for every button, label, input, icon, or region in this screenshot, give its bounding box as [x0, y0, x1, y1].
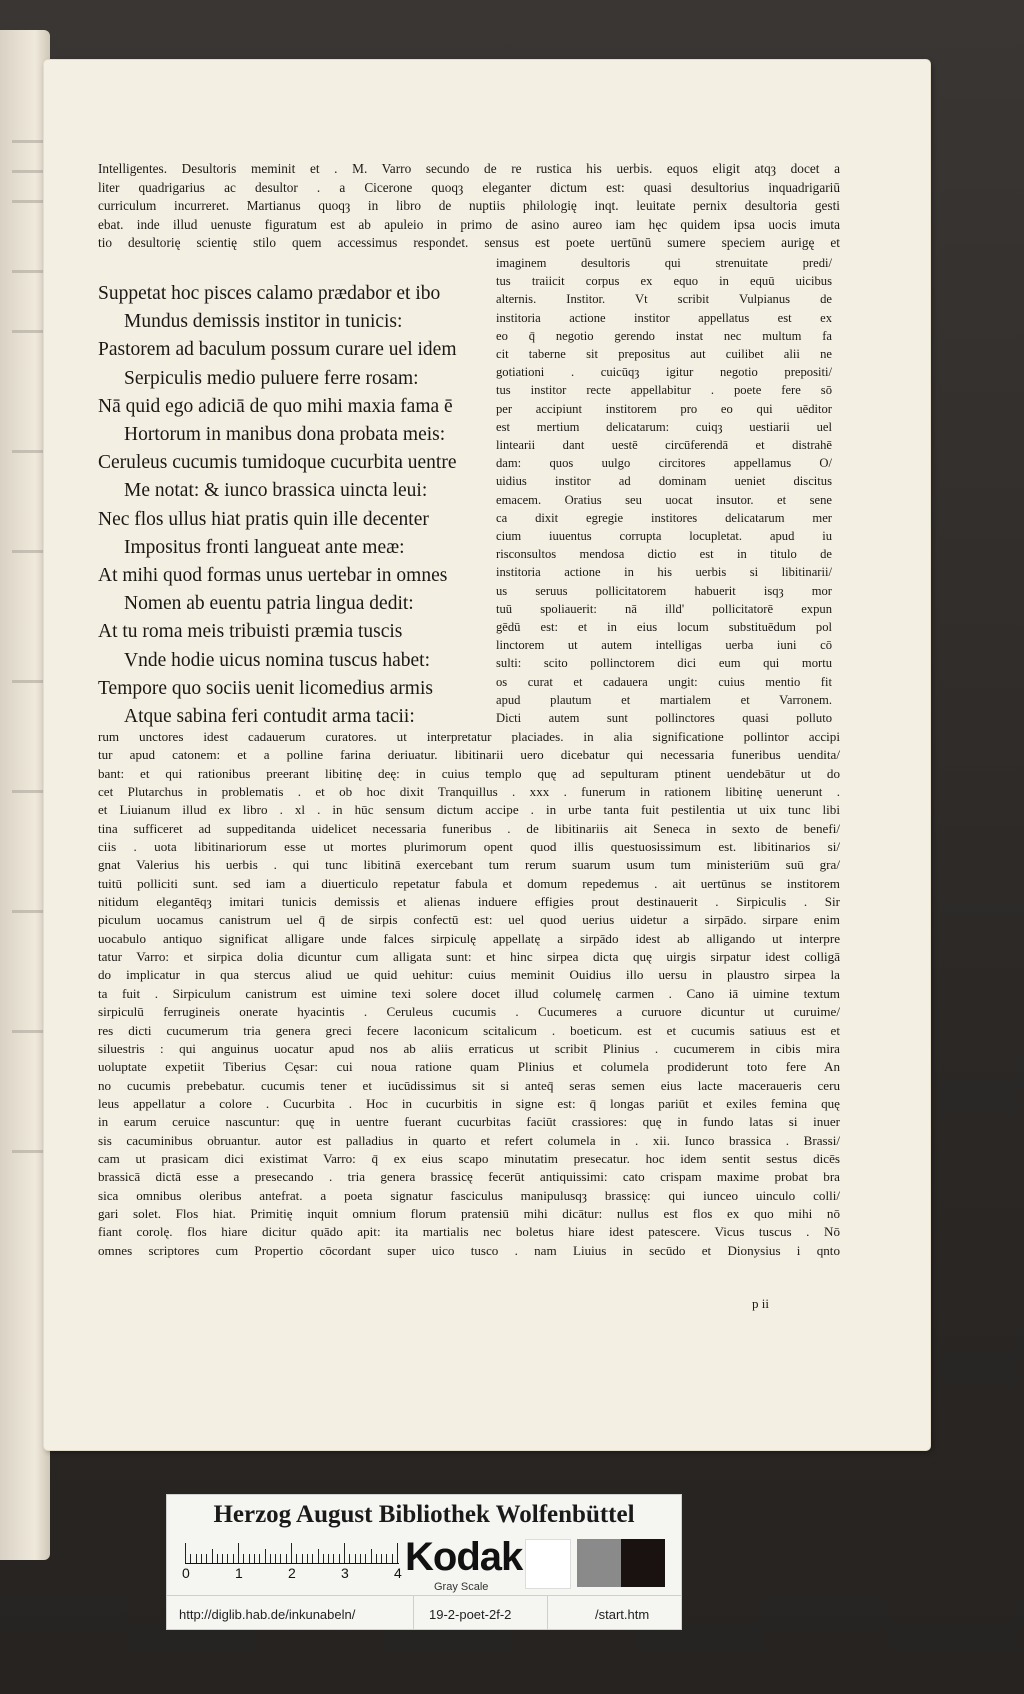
ruler-tick — [371, 1549, 372, 1563]
ghost-text-line — [12, 450, 44, 453]
text-line: siluestris : qui anguinus uocatur apud nos ab aliis erraticus ut scribit Plinius . cucumerem in cibis mira — [98, 1040, 840, 1056]
text-line: ta fuit . Sirpiculum canistrum est uimine texi solere docet illud columelę carmen . Cano iā uimine textum — [98, 985, 840, 1001]
ruler-tick — [360, 1554, 361, 1563]
ruler-number: 1 — [235, 1565, 243, 1581]
poem-verse: Pastorem ad baculum possum curare uel idem — [98, 339, 457, 361]
ruler-tick — [217, 1554, 218, 1563]
signature-mark: p ii — [752, 1296, 769, 1311]
text-line: no cucumis prebebatur. cucumis tener et iucūdissimus sit si anteq̄ seras semen eius lacte maceraueris ceru — [98, 1077, 840, 1093]
ruler-tick — [328, 1554, 329, 1563]
ghost-text-line — [12, 790, 44, 793]
poem-verse: Me notat: & iunco brassica uincta leui: — [124, 480, 428, 502]
poem-verse: Nomen ab euentu patria lingua dedit: — [124, 593, 414, 615]
ruler-tick — [227, 1554, 228, 1563]
library-name: Herzog August Bibliothek Wolfenbüttel — [213, 1501, 635, 1528]
facing-page-edge — [0, 30, 50, 1560]
text-line: uocabulo antiquo significat alligare unde falces sirpiculę appellatę a sirpādo idest ab alligando ut interpre — [98, 930, 840, 946]
shelfmark: 19-2-poet-2f-2 — [429, 1607, 512, 1622]
ruler-tick — [196, 1554, 197, 1563]
text-line: et Liuianum illud ex libro . xl . in hūc sensum dictum accipe . in urbe tanta fuit pestilentia ut uix tunc libi — [98, 802, 840, 818]
text-line: omnes scriptores cum Propertio cōcordant super uico tusco . nam Liuius in secūdo et Dionysius i qnto — [98, 1242, 840, 1258]
commentary-line: lintearii dant uestē circūferendā et distrahē — [496, 438, 832, 453]
text-line: liter quadrigarius ac desultor . a Cicerone quoqȝ eleganter dictum est: quasi desultorius inquadrigariū — [98, 179, 840, 195]
text-line: Intelligentes. Desultoris meminit et . M. Varro secundo de re rustica his uerbis. equos eligit atqȝ docet a — [98, 161, 840, 176]
commentary-line: gotiationi . cuicūqȝ igitur negotio prepositi/ — [496, 365, 832, 380]
commentary-line: est mertium delicatarum: cuiqȝ uestiarii uel — [496, 419, 832, 434]
commentary-line: apud plautum et martialem et Varronem. — [496, 692, 832, 707]
ghost-text-line — [12, 170, 44, 173]
commentary-line: cium iuuentus corrupta locupletat. apud iu — [496, 529, 832, 544]
ruler-tick — [275, 1554, 276, 1563]
commentary-line: per accipiunt institorem pro eo qui uēditor — [496, 401, 832, 416]
poem-verse: Tempore quo sociis uenit licomedius armis — [98, 677, 433, 699]
ruler-tick — [206, 1554, 207, 1563]
ruler-tick — [344, 1543, 345, 1563]
text-line: ciis . uota libitinariorum esse ut mortes plurimorum opent quod illis questuosissimum est. libitinarios si/ — [98, 839, 840, 855]
text-line: sis cacuminibus obruantur. autor est palladius in quarto et refert columela in . xii. Iunco brassica . Brassi/ — [98, 1132, 840, 1148]
ruler-tick — [280, 1554, 281, 1563]
divider — [547, 1595, 548, 1629]
ruler-tick — [381, 1554, 382, 1563]
ruler-tick — [185, 1543, 186, 1563]
ruler-tick — [355, 1554, 356, 1563]
ruler-tick — [286, 1554, 287, 1563]
text-line: tio desultorię scientię stilo quem accessimus respondet. sensus est poete uertūnū sumere speciem aurigę et — [98, 235, 840, 251]
black-patch — [621, 1539, 665, 1587]
poem-verse: Nec flos ullus hiat pratis quin ille decenter — [98, 508, 429, 530]
commentary-line: tus traiicit corpus ex equo in equū uicibus — [496, 274, 832, 289]
commentary-line: alternis. Institor. Vt scribit Vulpianus de — [496, 292, 832, 307]
text-line: bant: et qui rationibus preerant libitinę deę: in cuius templo quę ad sepulturam ptinent uendebātur ut do — [98, 765, 840, 781]
text-line: brassicā dictā esse a presecando . tria genera brassicę fecerūt antiquissimi: cato crispam maxime probat bra — [98, 1169, 840, 1185]
text-line: tur apud catonem: et a polline farina deriuatur. libitinarii uero dicebatur qui necessaria funeribus uendita/ — [98, 747, 840, 763]
ruler-tick — [307, 1554, 308, 1563]
ruler-tick — [386, 1554, 387, 1563]
text-line: rum unctores idest cadauerum curatores. ut interpretatur placiades. in alia significatione pollintor accipi — [98, 729, 840, 744]
start-link: /start.htm — [595, 1607, 650, 1622]
ruler-tick — [339, 1554, 340, 1563]
ghost-text-line — [12, 1030, 44, 1033]
ruler-tick — [302, 1554, 303, 1563]
ghost-text-line — [12, 140, 44, 143]
ghost-text-line — [12, 270, 44, 273]
ruler-numbers — [182, 1565, 402, 1585]
ruler-tick — [291, 1543, 292, 1563]
poem-verse: Vnde hodie uicus nomina tuscus habet: — [124, 649, 430, 671]
ruler-tick — [259, 1554, 260, 1563]
ruler-number: 2 — [288, 1565, 296, 1581]
commentary-line: dam: quos uulgo circitores appellamus O/ — [496, 456, 832, 471]
ruler-tick — [323, 1554, 324, 1563]
ruler-number: 0 — [182, 1565, 190, 1581]
commentary-line: uidius institor ad dominam ueniet discitus — [496, 474, 832, 489]
commentary-line: risconsultos mendosa dictio est in titulo de — [496, 547, 832, 562]
text-line: piculum uocamus canistrum uel q̄ de sirpis confectū est: uel quod uerius uidetur a sirpādo. sirpare enim — [98, 912, 840, 928]
gray-patch — [577, 1539, 621, 1587]
poem-verse: Nā quid ego adiciā de quo mihi maxia fama ē — [98, 395, 453, 417]
ruler-tick — [318, 1549, 319, 1563]
commentary-line: institoria actione in his uerbis si libitinarii/ — [496, 565, 832, 580]
ruler-tick — [349, 1554, 350, 1563]
text-line: tuitū polliciti sunt. sed iam a diuerticulo repetatur fabula et domum repedemus . ait uertūnus se institorem — [98, 875, 840, 891]
text-line: gnat Valerius his uerbis . qui tunc libitinā exercebant tum rerum suarum usum tum ministeriūm suū gra/ — [98, 857, 840, 873]
poem-verse: At tu roma meis tribuisti præmia tuscis — [98, 621, 403, 643]
commentary-prose-bottom — [98, 728, 840, 1260]
ghost-text-line — [12, 1150, 44, 1153]
ruler-tick — [212, 1549, 213, 1563]
ruler-tick — [201, 1554, 202, 1563]
poem-verse: Hortorum in manibus dona probata meis: — [124, 424, 446, 446]
kodak-logo: Kodak — [405, 1535, 523, 1579]
commentary-line: sulti: scito pollinctorem dici eum qui mortu — [496, 656, 832, 671]
ghost-text-line — [12, 330, 44, 333]
ruler-tick — [254, 1554, 255, 1563]
ruler-tick — [238, 1543, 239, 1563]
poem-verse: Suppetat hoc pisces calamo prædabor et ibo — [98, 283, 441, 304]
commentary-line: eo q̄ negotio gerendo instat nec multum fa — [496, 328, 832, 343]
text-line: sirpiculū ferrugineis onerate hyacintis . Ceruleus cucumis . Cucumeres a curuore dicuntur ut curuime/ — [98, 1004, 840, 1020]
text-line: res dicti cucumerum tria genera greci fecere laconicum scitalicum . boeticum. est et cucumis satiuus est et — [98, 1022, 840, 1038]
commentary-line: ca dixit egregie institores delicatarum mer — [496, 510, 832, 525]
poem-verse: Ceruleus cucumis tumidoque cucurbita uentre — [98, 452, 457, 474]
commentary-line: tus institor recte appellabitur . poete fere sō — [496, 383, 832, 398]
text-line: gari solet. Flos hiat. Primitię inquit omnium florum pratensiū mihi dicātur: nullus est flos ex quo mihi nō — [98, 1205, 840, 1221]
commentary-line: linctorem ut autem intelligas uerba iuni cō — [496, 638, 832, 653]
ruler-tick — [397, 1543, 398, 1563]
ruler-number: 3 — [341, 1565, 349, 1581]
text-line: sica omnibus oleribus antefrat. a poeta signatur fasciculus manipulusqȝ brassicę: qui iunceo uinculo colli/ — [98, 1187, 840, 1203]
poem-verse: Impositus fronti langueat ante meæ: — [124, 536, 405, 558]
ruler-tick — [265, 1549, 266, 1563]
commentary-line: gēdū est: et in eius locum substituēdum pol — [496, 620, 832, 635]
ghost-text-line — [12, 680, 44, 683]
gray-scale-label: Gray Scale — [434, 1581, 489, 1593]
ruler-tick — [365, 1554, 366, 1563]
ruler-tick — [333, 1554, 334, 1563]
ruler-number: 4 — [394, 1565, 402, 1581]
text-line: nitidum elegantēqȝ imitari tunicis demissis et alienas induere effigies prout destinauerit . Sirpiculis . Sir — [98, 894, 840, 910]
book-page — [44, 60, 930, 1450]
ruler-tick — [233, 1554, 234, 1563]
source-url: http://diglib.hab.de/inkunabeln/ — [179, 1607, 356, 1622]
commentary-line: cit taberne sit prepositus aut cuilibet alii ne — [496, 347, 832, 362]
measurement-ruler — [185, 1543, 399, 1564]
divider — [167, 1595, 681, 1596]
commentary-line: emacem. Oratius seu uocat insutor. et sene — [496, 492, 832, 507]
divider — [413, 1595, 414, 1629]
text-line: fiant corolę. flos hiare dicitur quādo apit: ita martialis nec boletus hiare idest patescere. Vicus tuscus . Nō — [98, 1224, 840, 1240]
commentary-line: institoria actione institor appellatus est ex — [496, 310, 832, 325]
text-line: cet Plutarchus in problematis . et ob hoc dixit Tranquillus . xxx . funerum in rationem libitinę uenerunt . — [98, 784, 840, 800]
commentary-line: Dicti autem sunt pollinctores quasi polluto — [496, 711, 832, 726]
text-line: ebat. inde illud uenuste figuratum est ab apuleio in primo de asino aureo iam hęc quidem ipsa uocis imuta — [98, 216, 840, 232]
ghost-text-line — [12, 200, 44, 203]
ruler-tick — [222, 1554, 223, 1563]
text-line: do implicatur in qua stercus aliud ue quid uehitur: cuius meminit Ouidius illo uersu in plaustro sirpea la — [98, 967, 840, 983]
color-reference-strip — [166, 1494, 682, 1630]
ghost-text-line — [12, 550, 44, 553]
text-line: tina sufficeret ad suppeditanda uidelicet necessaria funeribus . de libitinariis ait Seneca in sexto de benefi/ — [98, 820, 840, 836]
text-line: cam ut prasicam dici existimat Varro: q̄ ex eius scapo minutatim presecatur. hoc idem sentit sestus dicēs — [98, 1150, 840, 1166]
poem-verse: Mundus demissis institor in tunicis: — [124, 311, 403, 333]
text-line: curriculum incurreret. Martianus quoqȝ in libro de nuptiis philologię inqt. leuitate pernix desultoria gesti — [98, 198, 840, 214]
white-patch — [525, 1539, 571, 1589]
poem-verse: At mihi quod formas unus uertebar in omnes — [98, 565, 448, 587]
ruler-tick — [190, 1554, 191, 1563]
poem-verse: Atque sabina feri contudit arma tacii: — [124, 706, 415, 728]
text-line: tatur Varro: et sirpica dolia dicuntur cum alligata sunt: et hinc sirpea dicta quę uirgis sirpatur idest colligā — [98, 949, 840, 965]
commentary-line: imaginem desultoris qui strenuitate predi/ — [496, 256, 832, 270]
commentary-prose-top — [98, 160, 840, 253]
ruler-tick — [249, 1554, 250, 1563]
commentary-column — [496, 254, 832, 727]
text-line: leus appellatur a colore . Cucurbita . Hoc in cucurbitis in signe est: q̄ longas pariūt et exiles femina quę — [98, 1095, 840, 1111]
ruler-tick — [296, 1554, 297, 1563]
ruler-tick — [270, 1554, 271, 1563]
ruler-tick — [376, 1554, 377, 1563]
text-line: uoluptate expetiit Tiberius Cęsar: cui noua ratione quam Plinius et columela prodiderunt toto fere An — [98, 1059, 840, 1075]
poem-verses — [98, 280, 456, 731]
ruler-tick — [312, 1554, 313, 1563]
ruler-tick — [392, 1554, 393, 1563]
commentary-line: us seruus pollicitatorem habuerit isqȝ mor — [496, 583, 832, 598]
text-line: in earum ceruice nascuntur: quę in uentre fuerant cucurbitas faciūt crassiores: quę in fundo latas si inuer — [98, 1114, 840, 1130]
commentary-line: tuū spoliauerit: nā illd' pollicitatorē expun — [496, 601, 832, 616]
poem-verse: Serpiculis medio puluere ferre rosam: — [124, 367, 419, 389]
commentary-line: os curat et cadauera ungit: cuius mentio fit — [496, 674, 832, 689]
ruler-tick — [243, 1554, 244, 1563]
ghost-text-line — [12, 910, 44, 913]
